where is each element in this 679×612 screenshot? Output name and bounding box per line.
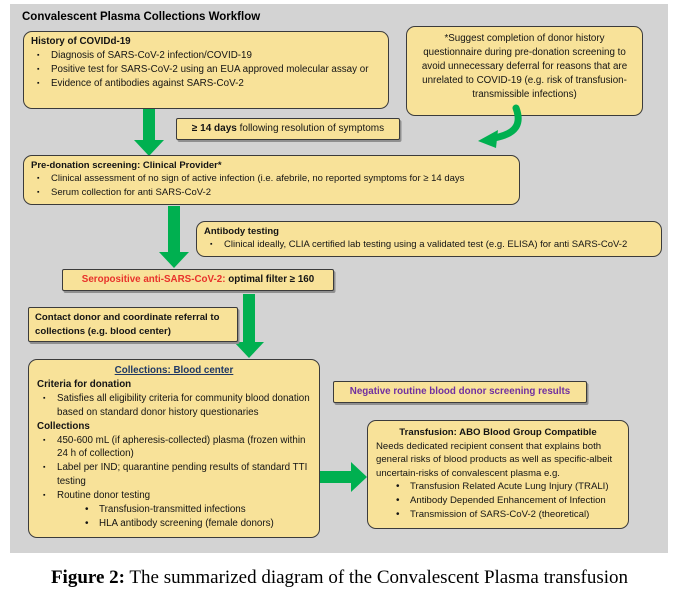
square-bullet-icon: ▪ [210, 241, 213, 249]
transfusion-bullet-text: Antibody Depended Enhancement of Infection [410, 495, 606, 507]
dot-bullet-icon: • [85, 517, 89, 529]
antibody-bullet [204, 238, 654, 251]
predonation-bullet-text: Serum collection for anti SARS-CoV-2 [51, 186, 211, 198]
history-title: History of COVIDd-19 [31, 36, 131, 47]
predonation-bullet-text: Clinical assessment of no sign of active infection (i.e. afebrile, no reported symptoms for ≥ 14 days [51, 173, 465, 185]
history-box [23, 31, 389, 109]
collections-box [28, 359, 320, 538]
transfusion-bullet [376, 494, 620, 508]
figure-caption [0, 567, 679, 589]
collections-bullet-text: Routine donor testing [57, 490, 151, 502]
square-bullet-icon: ▪ [43, 492, 46, 500]
dot-bullet-icon: • [396, 495, 400, 507]
antibody-testing-box [196, 221, 662, 257]
transfusion-bullet [376, 508, 620, 522]
dot-bullet-icon: • [85, 504, 89, 516]
square-bullet-icon: ▪ [37, 51, 40, 59]
predonation-box [23, 155, 520, 205]
diagram-title: Convalescent Plasma Collections Workflow [22, 11, 261, 23]
collections-sub-bullet-text: Transfusion-transmitted infections [99, 504, 246, 516]
collections-bullet-text: 450-600 mL (if apheresis-collected) plasma (frozen within 24 h of collection) [57, 434, 306, 460]
predonation-title: Pre-donation screening: Clinical Provider* [31, 160, 222, 171]
transfusion-bullet-text: Transfusion Related Acute Lung Injury (TRALI) [410, 481, 609, 493]
dot-bullet-icon: • [396, 508, 400, 520]
collections-bullet [37, 461, 311, 489]
criteria-bullet-text: Satisfies all eligibility criteria for community blood donation based on standard donor history questionaries [57, 392, 310, 418]
square-bullet-icon: ▪ [43, 464, 46, 472]
collections-sub-bullet [37, 517, 311, 531]
collections-title: Collections: Blood center [114, 365, 234, 376]
fourteen-days-rest: following resolution of symptoms [236, 123, 385, 134]
contact-donor-text: Contact donor and coordinate referral to collections (e.g. blood center) [35, 312, 220, 337]
history-bullet-text: Evidence of antibodies against SARS-CoV-2 [51, 77, 244, 89]
dot-bullet-icon: • [396, 481, 400, 493]
predonation-bullet [31, 186, 512, 199]
predonation-bullet [31, 172, 512, 185]
seropositive-red-text: Seropositive anti-SARS-CoV-2: [81, 274, 226, 285]
transfusion-bullet [376, 480, 620, 494]
fourteen-days-box [176, 118, 400, 140]
seropositive-box [62, 269, 334, 291]
square-bullet-icon: ▪ [43, 436, 46, 444]
history-bullet-text: Diagnosis of SARS-CoV-2 infection/COVID-19 [51, 49, 252, 61]
suggest-note-box [406, 26, 643, 116]
figure-caption-label: Figure 2: [50, 567, 126, 588]
history-bullet-text: Positive test for SARS-CoV-2 using an EUA approved molecular assay or [51, 63, 369, 75]
collections-sub-bullet-text: HLA antibody screening (female donors) [99, 517, 274, 529]
square-bullet-icon: ▪ [37, 188, 40, 196]
antibody-bullet-text: Clinical ideally, CLIA certified lab testing using a validated test (e.g. ELISA) for anti SARS-CoV-2 [224, 239, 628, 251]
fourteen-days-bold: ≥ 14 days [191, 123, 237, 134]
transfusion-box [367, 420, 629, 529]
transfusion-bullet-text: Transmission of SARS-CoV-2 (theoretical) [410, 508, 590, 520]
square-bullet-icon: ▪ [37, 79, 40, 87]
history-bullet [31, 77, 381, 91]
negative-screening-box [333, 381, 587, 403]
collections-heading: Collections [37, 420, 90, 432]
criteria-bullet [37, 392, 311, 420]
figure-caption-text: The summarized diagram of the Convalescent Plasma transfusion [125, 567, 629, 588]
contact-donor-box [28, 307, 238, 342]
collections-sub-bullet [37, 503, 311, 517]
seropositive-rest-text: optimal filter ≥ 160 [225, 274, 315, 285]
suggest-note-text: *Suggest completion of donor history questionnaire during pre-donation screening to avoid unnecessary deferral for reasons that are unrelated to COVID-19 (e.g. risk of transfusion-transmissible infections) [421, 33, 628, 100]
square-bullet-icon: ▪ [37, 175, 40, 183]
criteria-heading: Criteria for donation [37, 378, 132, 390]
transfusion-title: Transfusion: ABO Blood Group Compatible [399, 427, 597, 438]
square-bullet-icon: ▪ [37, 65, 40, 73]
collections-bullet [37, 434, 311, 462]
collections-bullet [37, 489, 311, 503]
collections-bullet-text: Label per IND; quarantine pending results of standard TTI testing [57, 462, 308, 488]
transfusion-body: Needs dedicated recipient consent that explains both general risks of blood products as well as specific-albeit uncertain-risks of convalescent plasma e.g. [376, 440, 613, 479]
square-bullet-icon: ▪ [43, 394, 46, 402]
curved-arrow-suggest-to-predonation [468, 104, 532, 156]
negative-screening-text: Negative routine blood donor screening results [349, 386, 571, 397]
antibody-title: Antibody testing [204, 226, 279, 237]
history-bullet [31, 63, 381, 77]
history-bullet [31, 49, 381, 63]
